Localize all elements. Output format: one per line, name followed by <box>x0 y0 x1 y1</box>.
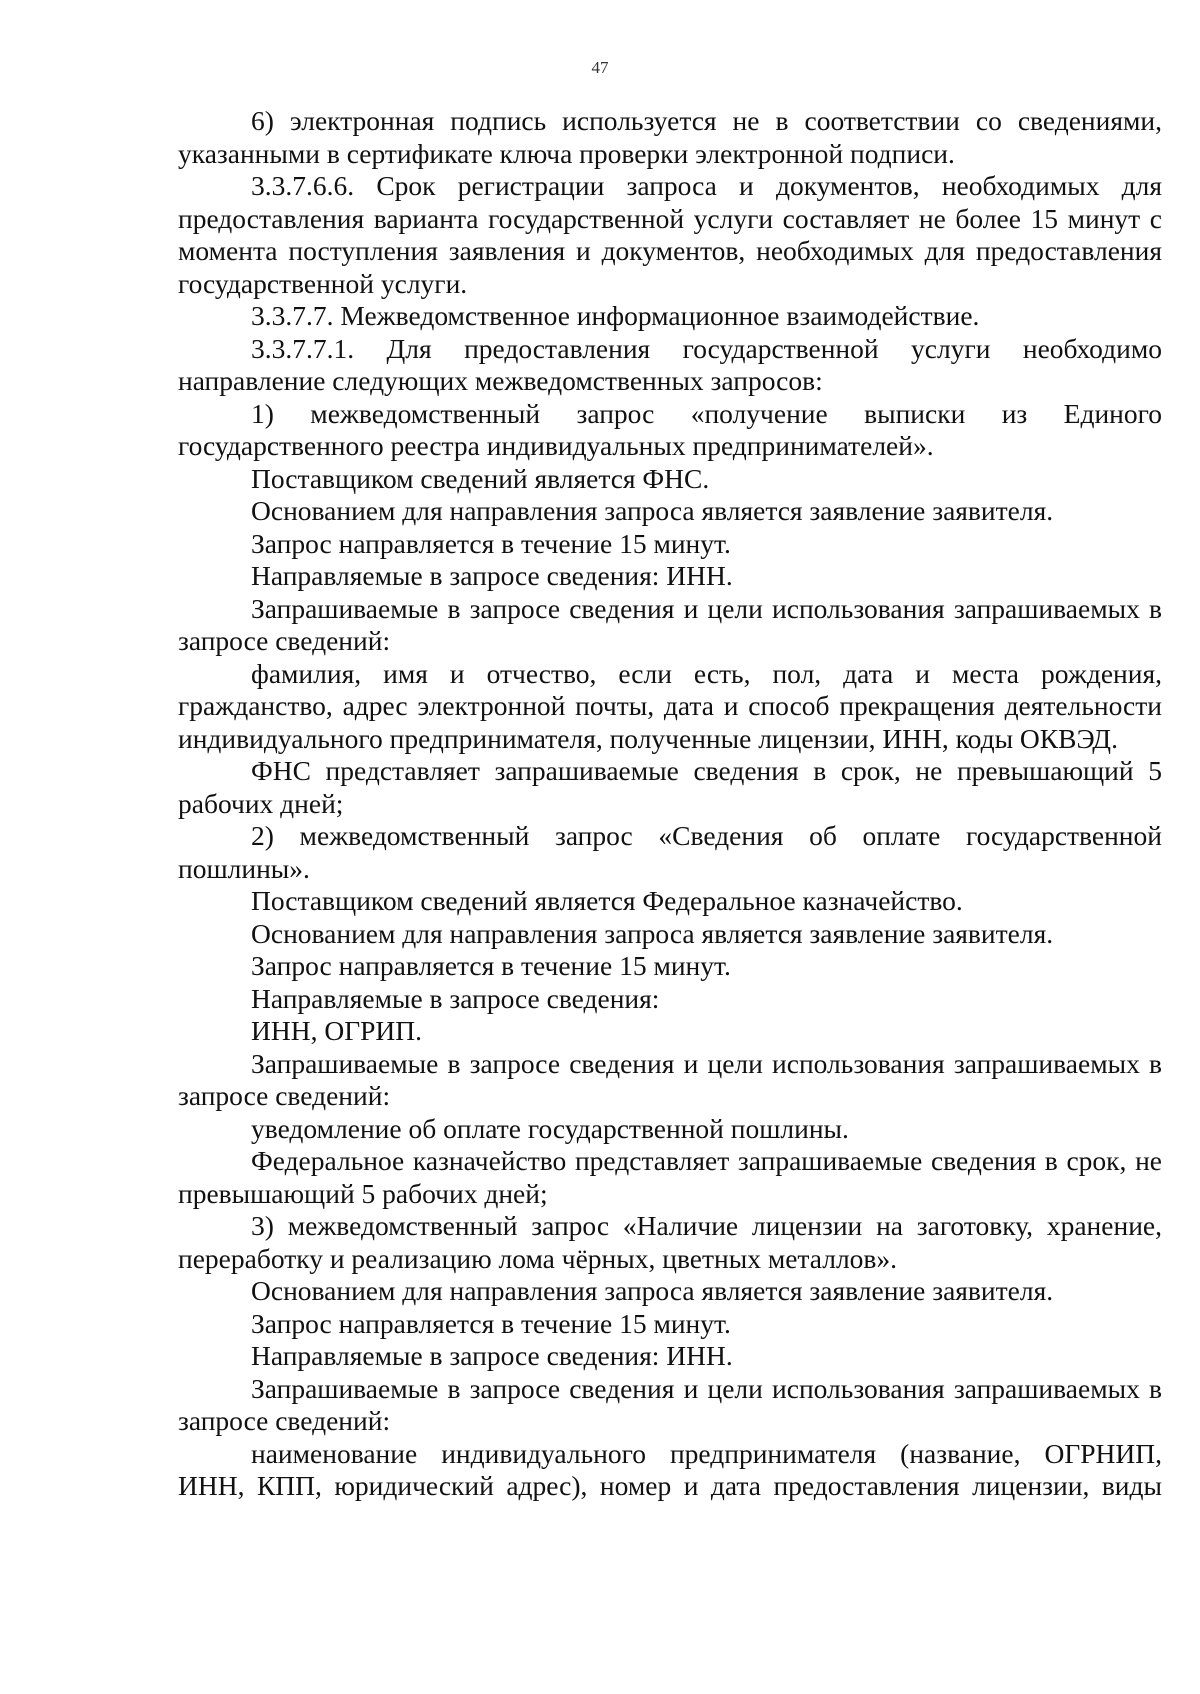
paragraph: Направляемые в запросе сведения: <box>251 982 660 1014</box>
paragraph: 2) межведомственный запрос «Сведения об оплате государственной пошлины». <box>178 820 1162 884</box>
paragraph: фамилия, имя и отчество, если есть, пол, дата и места рождения, гражданство, адрес электронной почты, дата и способ прекращения деятельности индивидуального предпринимателя, полученные лицензии, ИНН, коды ОКВЭД. <box>178 657 1162 754</box>
paragraph: уведомление об оплате государственной пошлины. <box>251 1112 849 1144</box>
paragraph: ФНС представляет запрашиваемые сведения в срок, не превышающий 5 рабочих дней; <box>178 755 1162 819</box>
paragraph: 1) межведомственный запрос «получение выписки из Единого государственного реестра индивидуальных предпринимателей». <box>178 397 1162 461</box>
paragraph: Запрашиваемые в запросе сведения и цели использования запрашиваемых в запросе сведений: <box>178 592 1162 656</box>
paragraph: Направляемые в запросе сведения: ИНН. <box>251 560 733 591</box>
paragraph: Основанием для направления запроса является заявление заявителя. <box>251 917 1054 949</box>
paragraph: 3.3.7.7. Межведомственное информационное взаимодействие. <box>251 300 980 331</box>
paragraph: Основанием для направления запроса является заявление заявителя. <box>251 495 1054 526</box>
paragraph: наименование индивидуального предпринимателя (название, ОГРНИП, ИНН, КПП, юридический адрес), номер и дата предоставления лицензии, виды <box>178 1437 1162 1501</box>
paragraph: Запрос направляется в течение 15 минут. <box>251 950 731 981</box>
paragraph: Поставщиком сведений является Федеральное казначейство. <box>251 885 963 916</box>
paragraph: Федеральное казначейство представляет запрашиваемые сведения в срок, не превышающий 5 рабочих дней; <box>178 1145 1162 1209</box>
paragraph: Запрашиваемые в запросе сведения и цели использования запрашиваемых в запросе сведений: <box>178 1372 1162 1436</box>
paragraph: Поставщиком сведений является ФНС. <box>251 462 710 494</box>
paragraph: ИНН, ОГРИП. <box>251 1015 422 1046</box>
paragraph: Основанием для направления запроса является заявление заявителя. <box>251 1275 1054 1306</box>
paragraph: 3.3.7.6.6. Срок регистрации запроса и документов, необходимых для предоставления варианта государственной услуги составляет не более 15 минут с момента поступления заявления и документов, необходимых для предоставления государственной услуги. <box>178 170 1162 299</box>
paragraph: Запрос направляется в течение 15 минут. <box>251 527 731 559</box>
page-number: 47 <box>591 58 609 77</box>
paragraph: Направляемые в запросе сведения: ИНН. <box>251 1340 733 1371</box>
document-body <box>178 105 1162 1503</box>
paragraph: Запрос направляется в течение 15 минут. <box>251 1307 731 1339</box>
paragraph: 6) электронная подпись используется не в соответствии со сведениями, указанными в сертификате ключа проверки электронной подписи. <box>178 105 1162 169</box>
paragraph: 3) межведомственный запрос «Наличие лицензии на заготовку, хранение, переработку и реализацию лома чёрных, цветных металлов». <box>178 1210 1162 1274</box>
paragraph: 3.3.7.7.1. Для предоставления государственной услуги необходимо направление следующих межведомственных запросов: <box>178 332 1162 396</box>
paragraph: Запрашиваемые в запросе сведения и цели использования запрашиваемых в запросе сведений: <box>178 1047 1162 1111</box>
